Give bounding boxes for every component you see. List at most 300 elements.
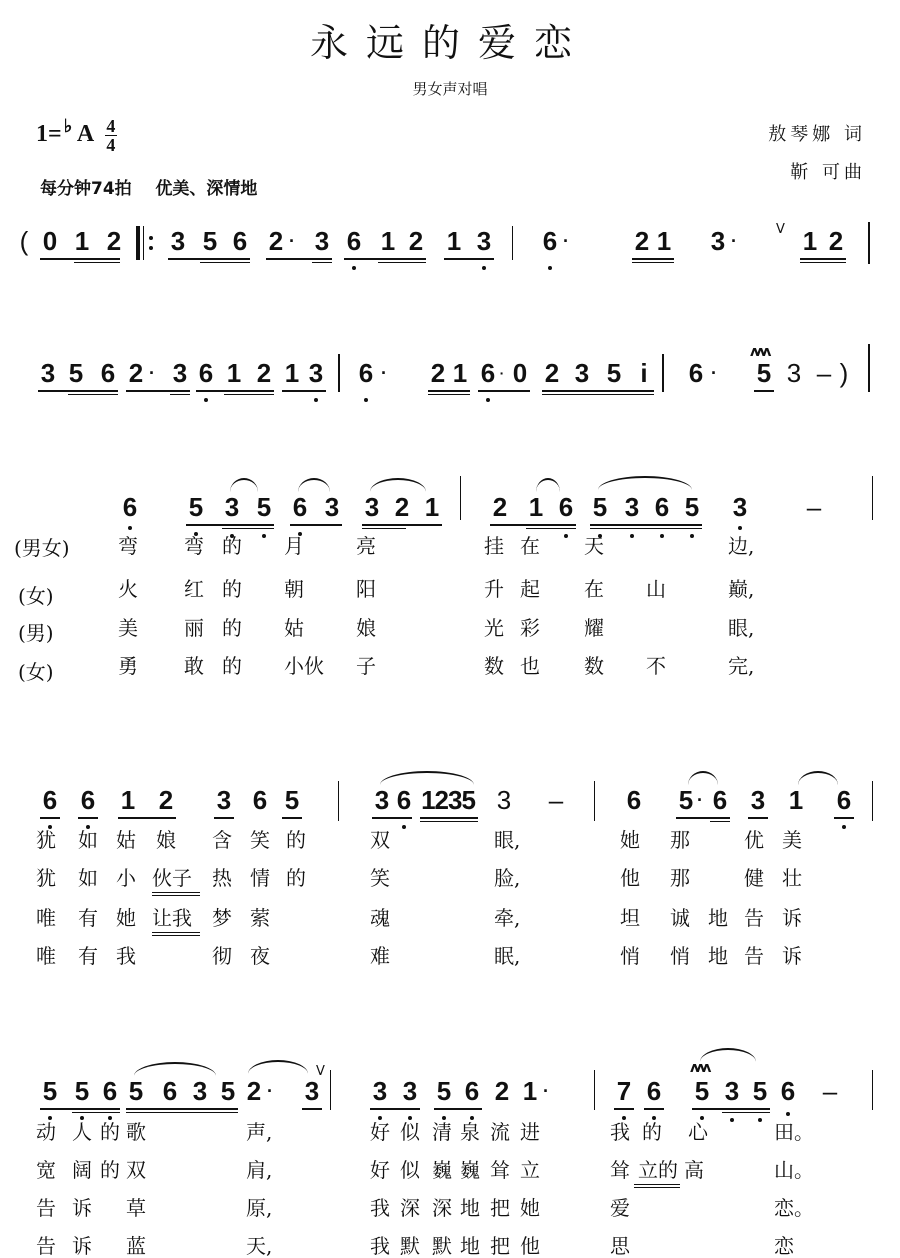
lyric: 耸 <box>610 1158 630 1182</box>
beam <box>754 390 774 392</box>
dot-extension: · <box>289 231 295 251</box>
lyric: 朝 <box>284 577 304 601</box>
lyric: 数 <box>584 654 604 678</box>
low-octave-dot <box>128 526 132 530</box>
beam <box>692 1108 770 1110</box>
lyric: 小 <box>116 866 136 890</box>
dot-extension: · <box>731 231 737 251</box>
note: 6 <box>80 785 96 815</box>
beam <box>312 262 332 263</box>
note: 5 <box>752 1076 768 1106</box>
note: 6 <box>646 1076 662 1106</box>
note: 6 <box>558 492 574 522</box>
note: 6 <box>464 1076 480 1106</box>
lyric: 彩 <box>520 616 540 640</box>
beam <box>282 390 326 392</box>
barline <box>330 1070 331 1110</box>
lyric: 把 <box>490 1234 510 1258</box>
low-octave-dot <box>482 266 486 270</box>
note: 6 <box>712 785 728 815</box>
lyric: 犹 <box>36 866 56 890</box>
lyric: 高 <box>684 1158 704 1182</box>
repeat-dot <box>149 246 153 250</box>
slur <box>298 478 330 492</box>
note: 6 <box>688 358 704 388</box>
lyric: 弯 <box>184 534 204 558</box>
beam <box>644 1108 664 1110</box>
lyric: 耀 <box>584 616 604 640</box>
beam <box>710 821 730 822</box>
lyric: 耸 <box>490 1158 510 1182</box>
slur <box>688 771 718 785</box>
note: 5 <box>74 1076 90 1106</box>
lyric: 深 <box>432 1196 452 1220</box>
note: 6 <box>358 358 374 388</box>
lyric: 立的 <box>638 1158 678 1182</box>
lyric: 清 <box>432 1120 452 1144</box>
lyric: 恋。 <box>774 1196 814 1220</box>
lyric: 把 <box>490 1196 510 1220</box>
note: 1 <box>452 358 468 388</box>
note: 6 <box>122 492 138 522</box>
beam <box>800 258 846 260</box>
note: 5 <box>678 785 694 815</box>
low-octave-dot <box>758 1118 762 1122</box>
lyric: 亮 <box>356 534 376 558</box>
lyric: 告 <box>36 1234 56 1258</box>
lyric: 壮 <box>782 866 802 890</box>
lyric: 光 <box>484 616 504 640</box>
lyric: 动 <box>36 1120 56 1144</box>
note: 2 <box>158 785 174 815</box>
beam <box>632 262 674 263</box>
lyric: 坦 <box>620 906 640 930</box>
slur <box>370 478 426 492</box>
note: 3 <box>216 785 232 815</box>
beam <box>78 817 98 819</box>
lyric: 思 <box>610 1234 630 1258</box>
note: 5 <box>694 1076 710 1106</box>
low-octave-dot <box>738 526 742 530</box>
lyric: 地 <box>460 1196 480 1220</box>
beam <box>434 1108 482 1110</box>
lyric: 巍 <box>460 1158 480 1182</box>
note: 6 <box>100 358 116 388</box>
note: 5 <box>284 785 300 815</box>
lyric: 美 <box>782 828 802 852</box>
lyric: 她 <box>620 828 640 852</box>
lyric: 眠, <box>494 944 521 968</box>
lyric: 那 <box>670 866 690 890</box>
beam <box>428 394 470 395</box>
lyricist-credit: 敖琴娜 词 <box>768 124 866 145</box>
lyric: 泉 <box>460 1120 480 1144</box>
barline <box>868 344 870 392</box>
note: 3 <box>192 1076 208 1106</box>
lyric: 巍 <box>432 1158 452 1182</box>
lyric: 的 <box>100 1158 120 1182</box>
lyric: 阔 <box>72 1158 92 1182</box>
lyric: 诉 <box>72 1196 92 1220</box>
note: 1 <box>284 358 300 388</box>
low-octave-dot <box>630 534 634 538</box>
note: 6 <box>780 1076 796 1106</box>
dot-extension: · <box>711 363 717 383</box>
note: 0 <box>512 358 528 388</box>
note: 3 <box>224 492 240 522</box>
note: 1 <box>446 226 462 256</box>
beam <box>126 390 190 392</box>
key-signature <box>36 116 117 153</box>
beam <box>126 1112 238 1113</box>
lyric: 诉 <box>72 1234 92 1258</box>
dot-extension: · <box>381 363 387 383</box>
beam <box>526 528 576 529</box>
beam <box>170 394 190 395</box>
breath-mark: V <box>316 1064 325 1079</box>
beam <box>290 524 342 526</box>
flat-icon: ♭ <box>63 116 73 136</box>
repeat-barline <box>136 226 140 260</box>
lyric: 我 <box>610 1120 630 1144</box>
low-octave-dot <box>660 534 664 538</box>
lyric: 天, <box>246 1234 273 1258</box>
lyric: 歌 <box>126 1120 146 1144</box>
dot-extension: · <box>563 231 569 251</box>
beam <box>420 817 478 819</box>
dot-extension: · <box>149 363 155 383</box>
slur <box>248 1060 308 1074</box>
lyric: 流 <box>490 1120 510 1144</box>
breath-mark: V <box>776 222 785 237</box>
lyric: 他 <box>620 866 640 890</box>
lyric: 爱 <box>610 1196 630 1220</box>
lyric: 笑 <box>370 866 390 890</box>
lyric: 在 <box>584 577 604 601</box>
barline <box>594 1070 595 1110</box>
note: 3 <box>574 358 590 388</box>
lyric: 升 <box>484 577 504 601</box>
note: 1 <box>380 226 396 256</box>
note: 3 <box>172 358 188 388</box>
lyric: 地 <box>460 1234 480 1258</box>
beam <box>590 524 702 526</box>
note: 1 <box>788 785 804 815</box>
lyric: 含 <box>212 828 232 852</box>
note: 1 <box>656 226 672 256</box>
note: 1 <box>226 358 242 388</box>
note: 2 <box>828 226 844 256</box>
barline <box>662 354 664 392</box>
note: 3 <box>324 492 340 522</box>
lyric: 蓝 <box>126 1234 146 1258</box>
role-label: (女) <box>18 584 54 608</box>
note-group: 1235 <box>421 785 475 815</box>
lyric: 似 <box>400 1120 420 1144</box>
note: 6 <box>102 1076 118 1106</box>
note: 3 <box>364 492 380 522</box>
note: 1 <box>528 492 544 522</box>
note: 5 <box>68 358 84 388</box>
lyric: 的 <box>100 1120 120 1144</box>
lyric: 脸, <box>494 866 521 890</box>
lyric: 肩, <box>246 1158 273 1182</box>
low-octave-dot <box>548 266 552 270</box>
beam <box>614 1108 634 1110</box>
dot-extension: · <box>267 1081 273 1101</box>
lyric: 如 <box>78 828 98 852</box>
lyric: 伙子 <box>152 866 192 890</box>
lyric: 深 <box>400 1196 420 1220</box>
note: 6 <box>626 785 642 815</box>
expression-text: 优美、深情地 <box>155 179 258 199</box>
lyric: 娘 <box>356 616 376 640</box>
lyric: 笑 <box>250 828 270 852</box>
note: 2 <box>256 358 272 388</box>
low-octave-dot <box>262 534 266 538</box>
note: 6 <box>198 358 214 388</box>
beam <box>214 817 234 819</box>
lyric: 我 <box>116 944 136 968</box>
lyric: 美 <box>118 616 138 640</box>
role-label: (男) <box>18 621 54 645</box>
lyric: 声, <box>246 1120 273 1144</box>
beam <box>478 390 530 392</box>
note: 7 <box>616 1076 632 1106</box>
lyric: 她 <box>116 906 136 930</box>
note: 3 <box>402 1076 418 1106</box>
lyric: 唯 <box>36 944 56 968</box>
lyric: 数 <box>484 654 504 678</box>
time-signature <box>105 115 117 155</box>
lyric: 悄 <box>620 944 640 968</box>
note: 6 <box>292 492 308 522</box>
note: 6 <box>42 785 58 815</box>
slur <box>598 476 692 490</box>
lyric: 犹 <box>36 828 56 852</box>
dot-extension: · <box>697 790 703 810</box>
lyric: 优 <box>744 828 764 852</box>
slur <box>230 478 258 492</box>
barline <box>338 781 339 821</box>
beam <box>370 1108 420 1110</box>
beam <box>126 1108 238 1110</box>
lyric: 有 <box>78 906 98 930</box>
role-label: (男女) <box>14 536 70 560</box>
lyric: 健 <box>744 866 764 890</box>
beam <box>362 524 442 526</box>
lyric: 诚 <box>670 906 690 930</box>
note: 3 <box>750 785 766 815</box>
dash-extension: – <box>822 1076 838 1106</box>
low-octave-dot <box>730 1118 734 1122</box>
lyric: 的 <box>642 1120 662 1144</box>
lyric: 月 <box>284 534 304 558</box>
lyric: 人 <box>72 1120 92 1144</box>
lyric-underline <box>152 892 200 896</box>
dot-extension: · <box>543 1081 549 1101</box>
lyric: 山。 <box>774 1158 814 1182</box>
beam <box>40 258 120 260</box>
lyric: 小伙 <box>284 654 324 678</box>
lyric: 她 <box>520 1196 540 1220</box>
lyric: 双 <box>126 1158 146 1182</box>
lyric: 心 <box>688 1120 708 1144</box>
note: 2 <box>128 358 144 388</box>
lyric-underline <box>152 932 200 936</box>
beam <box>224 394 274 395</box>
note: 5 <box>42 1076 58 1106</box>
beam <box>378 262 426 263</box>
low-octave-dot <box>786 1112 790 1116</box>
beam <box>800 262 846 263</box>
beam <box>74 262 120 263</box>
lyric: 恋 <box>774 1234 794 1258</box>
mordent-icon: ʌʌʌ <box>690 1060 709 1076</box>
lyric: 似 <box>400 1158 420 1182</box>
low-octave-dot <box>402 825 406 829</box>
note: 2 <box>408 226 424 256</box>
beam <box>748 817 768 819</box>
lyric: 田。 <box>774 1120 814 1144</box>
lyric: 完, <box>728 654 755 678</box>
song-title: 永远的爱恋 <box>309 21 590 65</box>
beam <box>420 821 478 822</box>
lyric: 阳 <box>356 577 376 601</box>
note: 1 <box>74 226 90 256</box>
barline <box>872 781 873 821</box>
lyric: 告 <box>36 1196 56 1220</box>
lyric: 魂 <box>370 906 390 930</box>
lyric: 的 <box>222 534 242 558</box>
note: 2 <box>494 1076 510 1106</box>
lyric: 的 <box>286 828 306 852</box>
lyric: 弯 <box>118 534 138 558</box>
note: 3 <box>476 226 492 256</box>
note: 3 <box>40 358 56 388</box>
note: 2 <box>394 492 410 522</box>
lyric: 他 <box>520 1234 540 1258</box>
low-octave-dot <box>690 534 694 538</box>
note: 1 <box>522 1076 538 1106</box>
slur <box>798 771 838 785</box>
beam <box>542 390 654 392</box>
beam <box>428 390 470 392</box>
lyric: 勇 <box>118 654 138 678</box>
beam <box>168 258 250 260</box>
lyric: 的 <box>222 616 242 640</box>
tempo-text: 每分钟74拍 <box>40 179 132 199</box>
lyric: 姑 <box>116 828 136 852</box>
beam <box>40 1108 120 1110</box>
dash-extension: – <box>806 492 822 522</box>
note: 5 <box>592 492 608 522</box>
beam <box>362 528 406 529</box>
lyric: 娘 <box>156 828 176 852</box>
note: 5 <box>436 1076 452 1106</box>
note: 3 <box>624 492 640 522</box>
note: 2 <box>246 1076 262 1106</box>
lyric: 地 <box>708 944 728 968</box>
lyric: 眼, <box>494 828 521 852</box>
low-octave-dot <box>352 266 356 270</box>
lyric: 热 <box>212 866 232 890</box>
note: 5 <box>202 226 218 256</box>
repeat-barline-thin <box>143 226 144 260</box>
note: 1 <box>802 226 818 256</box>
lyric: 也 <box>520 654 540 678</box>
lyric: 让我 <box>152 906 192 930</box>
note: 0 <box>42 226 58 256</box>
lyric: 默 <box>432 1234 452 1258</box>
time-sig-top: 4 <box>106 115 116 136</box>
note: 6 <box>162 1076 178 1106</box>
note: 5 <box>188 492 204 522</box>
slur <box>700 1048 756 1062</box>
note-high-1: i <box>640 358 648 388</box>
note: 3 <box>732 492 748 522</box>
key-label: 1= <box>36 121 62 147</box>
beam <box>186 524 274 526</box>
lyric: 告 <box>744 906 764 930</box>
dash-extension: – <box>816 358 832 388</box>
beam <box>118 817 176 819</box>
lyric: 天 <box>584 534 604 558</box>
note: 5 <box>684 492 700 522</box>
lyric: 悄 <box>670 944 690 968</box>
note: 6 <box>396 785 412 815</box>
beam <box>542 394 654 395</box>
lyric: 原, <box>246 1196 273 1220</box>
role-label: (女) <box>18 660 54 684</box>
beam <box>722 1112 770 1113</box>
beam <box>444 258 494 260</box>
lyric: 牵, <box>494 906 521 930</box>
beam <box>676 817 730 819</box>
lyric: 好 <box>370 1120 390 1144</box>
beam <box>68 394 118 395</box>
lyric: 巅, <box>728 577 755 601</box>
note: 6 <box>836 785 852 815</box>
note: 3 <box>170 226 186 256</box>
note: 2 <box>492 492 508 522</box>
lyric: 我 <box>370 1196 390 1220</box>
lyric: 的 <box>222 654 242 678</box>
lyric: 默 <box>400 1234 420 1258</box>
note: 2 <box>634 226 650 256</box>
beam <box>302 1108 322 1110</box>
note: 2 <box>430 358 446 388</box>
note: 1 <box>120 785 136 815</box>
note: 5 <box>756 358 772 388</box>
low-octave-dot <box>364 398 368 402</box>
time-sig-bottom: 4 <box>106 134 116 155</box>
low-octave-dot <box>564 534 568 538</box>
note: 3 <box>724 1076 740 1106</box>
note: 3 <box>304 1076 320 1106</box>
lyric: 姑 <box>284 616 304 640</box>
lyric: 丽 <box>184 616 204 640</box>
note: 6 <box>654 492 670 522</box>
close-paren: ) <box>839 358 849 388</box>
lyric: 山 <box>646 577 666 601</box>
note: 3 <box>496 785 512 815</box>
beam <box>196 390 274 392</box>
open-paren: ( <box>19 226 29 256</box>
note: 6 <box>252 785 268 815</box>
beam <box>834 817 854 819</box>
beam <box>344 258 426 260</box>
